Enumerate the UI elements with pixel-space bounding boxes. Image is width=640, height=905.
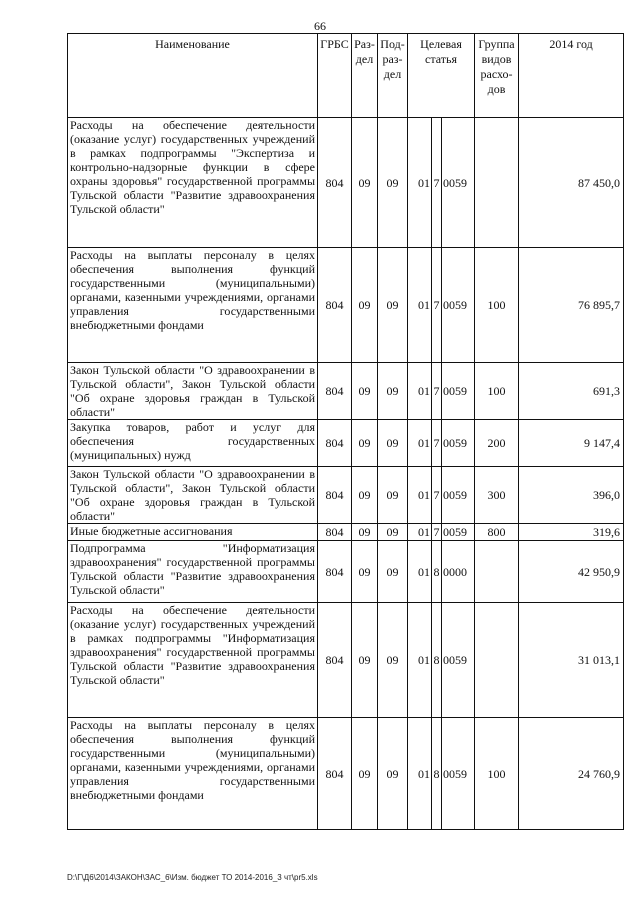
row-subsection: 09 — [378, 118, 408, 248]
row-section: 09 — [352, 363, 378, 420]
header-group: Группа видов расхо-дов — [475, 34, 519, 118]
row-target-program: 01 — [408, 541, 432, 603]
row-grbs: 804 — [318, 420, 352, 467]
row-grbs: 804 — [318, 541, 352, 603]
row-expense-group: 100 — [475, 718, 519, 830]
row-grbs: 804 — [318, 118, 352, 248]
row-amount-2014: 396,0 — [519, 467, 624, 524]
row-name: Расходы на обеспечение деятельности (оказание услуг) государственных учреждений в рамках подпрограммы "Информатизация здравоохранения" государственной программы Тульской области "Развитие здравоохранения Тульской области" — [68, 603, 318, 718]
row-amount-2014: 31 013,1 — [519, 603, 624, 718]
row-section: 09 — [352, 524, 378, 541]
row-grbs: 804 — [318, 248, 352, 363]
table-header-row — [68, 34, 624, 118]
row-target-code: 0000 — [442, 541, 475, 603]
row-section: 09 — [352, 718, 378, 830]
table-row — [68, 718, 624, 830]
header-grbs: ГРБС — [318, 34, 352, 118]
row-target-program: 01 — [408, 118, 432, 248]
row-target-program: 01 — [408, 363, 432, 420]
row-grbs: 804 — [318, 718, 352, 830]
header-subsection: Под-раз-дел — [378, 34, 408, 118]
table-row — [68, 541, 624, 603]
table-row — [68, 524, 624, 541]
row-grbs: 804 — [318, 603, 352, 718]
row-target-subprogram: 7 — [432, 118, 442, 248]
row-section: 09 — [352, 467, 378, 524]
row-name: Закон Тульской области "О здравоохранении в Тульской области", Закон Тульской области "Об охране здоровья граждан в Тульской области" — [68, 363, 318, 420]
row-target-program: 01 — [408, 524, 432, 541]
row-target-code: 0059 — [442, 248, 475, 363]
row-expense-group — [475, 541, 519, 603]
table-row — [68, 118, 624, 248]
row-target-subprogram: 8 — [432, 718, 442, 830]
row-subsection: 09 — [378, 603, 408, 718]
row-amount-2014: 76 895,7 — [519, 248, 624, 363]
row-expense-group: 800 — [475, 524, 519, 541]
row-target-subprogram: 8 — [432, 603, 442, 718]
row-name: Подпрограмма "Информатизация здравоохранения" государственной программы Тульской области "Развитие здравоохранения Тульской области" — [68, 541, 318, 603]
row-grbs: 804 — [318, 467, 352, 524]
row-subsection: 09 — [378, 467, 408, 524]
header-target: Целевая статья — [408, 34, 475, 118]
row-target-subprogram: 7 — [432, 248, 442, 363]
page-number: 66 — [314, 19, 326, 33]
row-target-code: 0059 — [442, 467, 475, 524]
row-subsection: 09 — [378, 541, 408, 603]
row-name: Расходы на выплаты персоналу в целях обеспечения выполнения функций государственными (муниципальными) органами, казенными учреждениями, органами управления государственными внебюджетными фондами — [68, 248, 318, 363]
row-target-code: 0059 — [442, 363, 475, 420]
row-expense-group — [475, 118, 519, 248]
row-name: Расходы на обеспечение деятельности (оказание услуг) государственных учреждений в рамках подпрограммы "Экспертиза и контрольно-надзорные функции в сфере охраны здоровья" государственной программы Тульской области "Развитие здравоохранения Тульской области" — [68, 118, 318, 248]
row-subsection: 09 — [378, 420, 408, 467]
row-amount-2014: 9 147,4 — [519, 420, 624, 467]
row-subsection: 09 — [378, 718, 408, 830]
header-year: 2014 год — [519, 34, 624, 118]
row-expense-group: 100 — [475, 248, 519, 363]
row-amount-2014: 87 450,0 — [519, 118, 624, 248]
row-target-code: 0059 — [442, 718, 475, 830]
row-target-subprogram: 7 — [432, 420, 442, 467]
row-name: Иные бюджетные ассигнования — [68, 524, 318, 541]
row-target-code: 0059 — [442, 420, 475, 467]
row-amount-2014: 24 760,9 — [519, 718, 624, 830]
row-target-program: 01 — [408, 420, 432, 467]
row-subsection: 09 — [378, 363, 408, 420]
table-row — [68, 248, 624, 363]
row-target-subprogram: 8 — [432, 541, 442, 603]
row-expense-group — [475, 603, 519, 718]
row-target-program: 01 — [408, 718, 432, 830]
row-section: 09 — [352, 118, 378, 248]
row-target-program: 01 — [408, 603, 432, 718]
row-target-code: 0059 — [442, 118, 475, 248]
row-section: 09 — [352, 603, 378, 718]
row-expense-group: 300 — [475, 467, 519, 524]
row-name: Расходы на выплаты персоналу в целях обеспечения выполнения функций государственными (муниципальными) органами, казенными учреждениями, органами управления государственными внебюджетными фондами — [68, 718, 318, 830]
row-grbs: 804 — [318, 524, 352, 541]
row-name: Закупка товаров, работ и услуг для обеспечения государственных (муниципальных) нужд — [68, 420, 318, 467]
row-section: 09 — [352, 541, 378, 603]
table-row — [68, 420, 624, 467]
table-row — [68, 363, 624, 420]
row-expense-group: 100 — [475, 363, 519, 420]
footer-file-path: D:\Г\Д6\2014\ЗАКОН\ЗАС_6\Изм. бюджет ТО 2014-2016_3 чт\pr5.xls — [67, 873, 318, 882]
header-name: Наименование — [68, 34, 318, 118]
row-target-subprogram: 7 — [433, 525, 440, 539]
row-amount-2014: 319,6 — [519, 524, 624, 541]
row-target-program: 01 — [408, 467, 432, 524]
header-section: Раз-дел — [352, 34, 378, 118]
row-section: 09 — [352, 248, 378, 363]
budget-table — [67, 33, 624, 830]
row-grbs: 804 — [318, 363, 352, 420]
row-subsection: 09 — [378, 524, 408, 541]
row-amount-2014: 42 950,9 — [519, 541, 624, 603]
row-subsection: 09 — [378, 248, 408, 363]
row-amount-2014: 691,3 — [519, 363, 624, 420]
row-section: 09 — [352, 420, 378, 467]
table-row — [68, 467, 624, 524]
row-name: Закон Тульской области "О здравоохранении в Тульской области", Закон Тульской области "Об охране здоровья граждан в Тульской области" — [68, 467, 318, 524]
row-target-subprogram: 7 — [432, 363, 442, 420]
row-target-code: 0059 — [442, 603, 475, 718]
table-row — [68, 603, 624, 718]
row-target-program: 01 — [408, 248, 432, 363]
row-target-code: 0059 — [442, 524, 475, 541]
row-target-subprogram: 7 — [432, 467, 442, 524]
row-expense-group: 200 — [475, 420, 519, 467]
